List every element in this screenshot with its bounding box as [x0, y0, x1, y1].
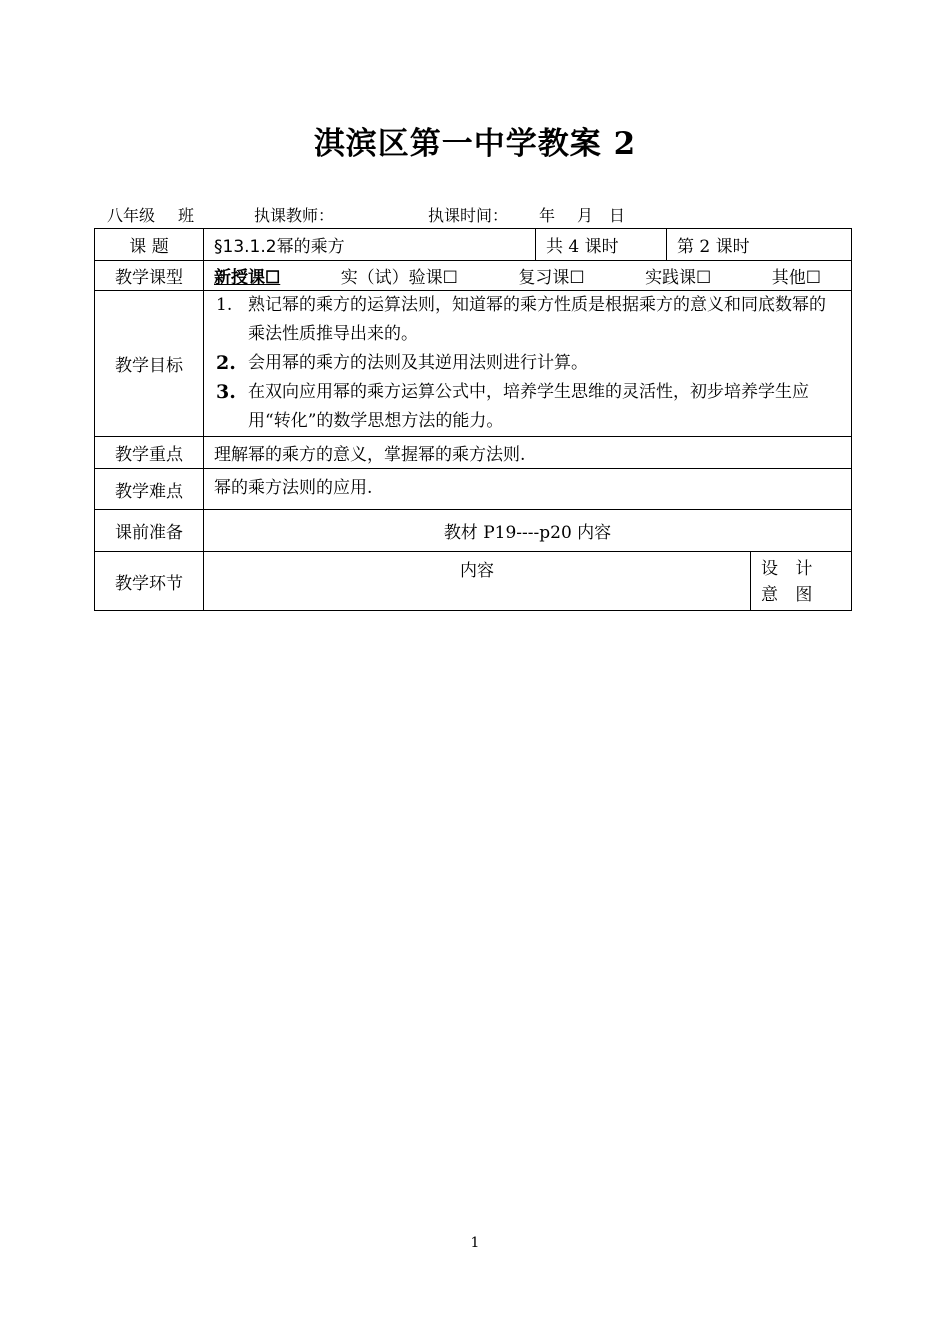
key-point-row	[95, 437, 852, 469]
objectives-list	[214, 291, 841, 436]
objective-number: 3.	[216, 381, 236, 403]
objective-text: 熟记幂的乘方的运算法则，知道幂的乘方性质是根据乘方的意义和同底数幂的乘法性质推导出来的。	[248, 295, 826, 344]
class-label: 班	[178, 206, 195, 225]
preparation-label: 课前准备	[95, 510, 204, 552]
difficulty-row	[95, 469, 852, 510]
topic-value: §13.1.2幂的乘方	[204, 229, 536, 261]
design-intent-header: 设 计 意 图	[751, 552, 852, 611]
objectives-label: 教学目标	[95, 291, 204, 437]
type-practice: 实践课☐	[645, 268, 712, 288]
lesson-type-row	[95, 261, 852, 291]
objective-item	[214, 378, 841, 436]
objective-text: 会用幂的乘方的法则及其逆用法则进行计算。	[248, 353, 588, 373]
objectives-row	[95, 291, 852, 437]
content-header: 内容	[204, 552, 751, 611]
time-label: 执课时间：	[428, 206, 509, 225]
grade-label: 八年级	[107, 206, 156, 225]
preparation-value: 教材 P19----p20 内容	[204, 510, 852, 552]
month-label: 月	[577, 206, 594, 225]
page-number: 1	[470, 1235, 480, 1251]
objective-item	[214, 349, 841, 378]
difficulty-value: 幂的乘方法则的应用.	[204, 469, 852, 510]
lesson-type-options	[204, 261, 852, 291]
topic-row	[95, 229, 852, 261]
objective-item	[214, 291, 841, 349]
teaching-section-label: 教学环节	[95, 552, 204, 611]
type-review: 复习课☐	[518, 268, 585, 288]
objective-number: 1.	[216, 295, 233, 315]
topic-label: 课 题	[95, 229, 204, 261]
objective-text: 在双向应用幂的乘方运算公式中，培养学生思维的灵活性，初步培养学生应用“转化”的数学思想方法的能力。	[248, 382, 809, 431]
document-title: 淇滨区第一中学教案 2	[313, 126, 637, 162]
preparation-row	[95, 510, 852, 552]
current-period: 第 2 课时	[667, 229, 852, 261]
year-label: 年	[539, 206, 556, 225]
type-new-lesson: 新授课☐	[214, 268, 281, 288]
difficulty-label: 教学难点	[95, 469, 204, 510]
type-experiment: 实（试）验课☐	[340, 268, 458, 288]
type-other: 其他☐	[771, 268, 821, 288]
lesson-type-label: 教学课型	[95, 261, 204, 291]
lesson-plan-table	[94, 228, 852, 611]
total-periods: 共 4 课时	[536, 229, 667, 261]
key-point-label: 教学重点	[95, 437, 204, 469]
teacher-label: 执课教师：	[254, 206, 335, 225]
teaching-section-row	[95, 552, 852, 611]
objectives-cell	[204, 291, 852, 437]
objective-number: 2.	[216, 352, 236, 374]
day-label: 日	[609, 206, 626, 225]
key-point-value: 理解幂的乘方的意义，掌握幂的乘方法则.	[204, 437, 852, 469]
